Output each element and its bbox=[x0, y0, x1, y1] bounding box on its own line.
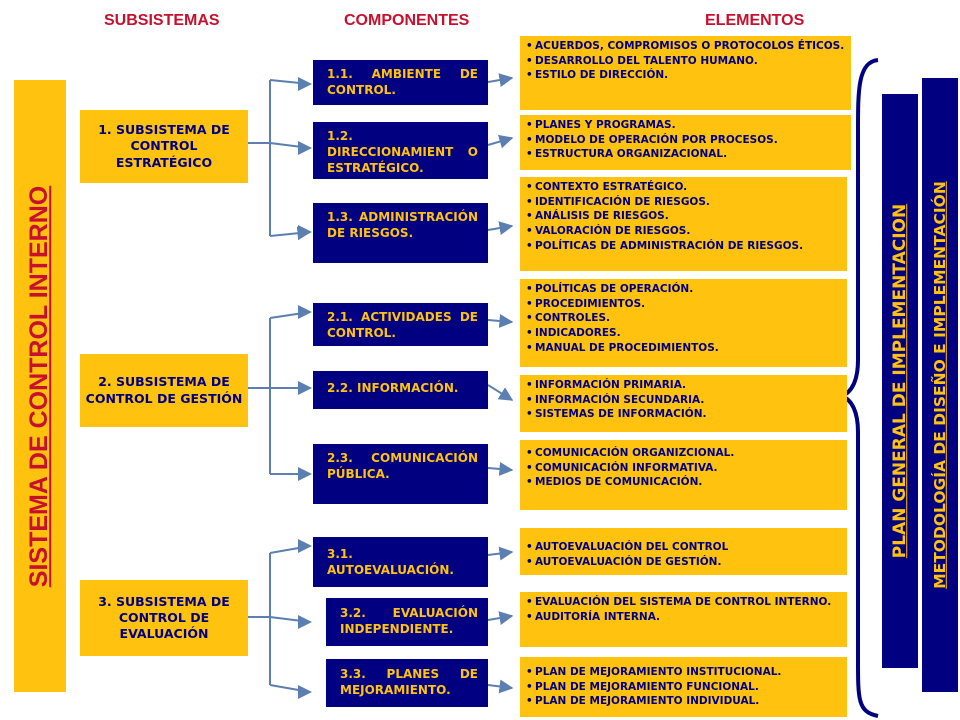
component-3-1: 3.1. AUTOEVALUACIÓN. bbox=[313, 537, 488, 587]
element-item: • PROCEDIMIENTOS. bbox=[526, 297, 841, 312]
subsystem-2: 2. SUBSISTEMA DE CONTROL DE GESTIÓN bbox=[80, 354, 248, 427]
component-3-2: 3.2. EVALUACIÓN INDEPENDIENTE. bbox=[326, 598, 488, 646]
elements-1-3 bbox=[520, 177, 847, 271]
element-item: • CONTROLES. bbox=[526, 311, 841, 326]
header-componentes: COMPONENTES bbox=[344, 12, 470, 29]
element-item: • PLAN DE MEJORAMIENTO INSTITUCIONAL. bbox=[526, 665, 841, 680]
element-item: • SISTEMAS DE INFORMACIÓN. bbox=[526, 407, 841, 422]
element-item: • AUDITORÍA INTERNA. bbox=[526, 610, 841, 625]
elements-1-2 bbox=[520, 115, 851, 170]
subsystem-3: 3. SUBSISTEMA DE CONTROL DE EVALUACIÓN bbox=[80, 580, 248, 656]
element-item: • COMUNICACIÓN ORGANIZCIONAL. bbox=[526, 446, 841, 461]
component-1-1: 1.1. AMBIENTE DE CONTROL. bbox=[313, 60, 488, 105]
elements-2-3 bbox=[520, 440, 847, 510]
element-item: • AUTOEVALUACIÓN DE GESTIÓN. bbox=[526, 555, 841, 570]
element-item: • DESARROLLO DEL TALENTO HUMANO. bbox=[526, 54, 845, 69]
main-title: SISTEMA DE CONTROL INTERNO bbox=[25, 185, 54, 587]
header-subsistemas: SUBSISTEMAS bbox=[104, 12, 220, 29]
element-item: • MEDIOS DE COMUNICACIÓN. bbox=[526, 475, 841, 490]
connector-group-1 bbox=[248, 80, 310, 236]
component-1-2: 1.2. DIRECCIONAMIENT O ESTRATÉGICO. bbox=[313, 122, 488, 179]
element-item: • CONTEXTO ESTRATÉGICO. bbox=[526, 180, 841, 195]
metodologia-bar bbox=[922, 78, 958, 692]
element-item: • VALORACIÓN DE RIESGOS. bbox=[526, 224, 841, 239]
element-item: • POLÍTICAS DE ADMINISTRACIÓN DE RIESGOS. bbox=[526, 239, 841, 254]
element-item: • POLÍTICAS DE OPERACIÓN. bbox=[526, 282, 841, 297]
element-item: • PLANES Y PROGRAMAS. bbox=[526, 118, 845, 133]
elements-3-3 bbox=[520, 657, 847, 717]
element-item: • COMUNICACIÓN INFORMATIVA. bbox=[526, 461, 841, 476]
element-item: • ANÁLISIS DE RIESGOS. bbox=[526, 209, 841, 224]
element-item: • EVALUACIÓN DEL SISTEMA DE CONTROL INTERNO. bbox=[526, 595, 841, 610]
element-item: • IDENTIFICACIÓN DE RIESGOS. bbox=[526, 195, 841, 210]
header-elementos: ELEMENTOS bbox=[705, 12, 805, 29]
component-2-1: 2.1. ACTIVIDADES DE CONTROL. bbox=[313, 303, 488, 346]
element-item: • ACUERDOS, COMPROMISOS O PROTOCOLOS ÉTICOS. bbox=[526, 39, 845, 54]
elements-2-1 bbox=[520, 279, 847, 367]
plan-general-bar bbox=[882, 94, 918, 668]
metodologia-title: METODOLOGÍA DE DISEÑO E IMPLEMENTACIÓN bbox=[931, 181, 950, 589]
element-item: • PLAN DE MEJORAMIENTO INDIVIDUAL. bbox=[526, 694, 841, 709]
element-item: • INFORMACIÓN SECUNDARIA. bbox=[526, 393, 841, 408]
elements-1-1 bbox=[520, 36, 851, 110]
main-title-bar bbox=[14, 80, 66, 692]
elements-3-2 bbox=[520, 592, 847, 647]
component-3-3: 3.3. PLANES DE MEJORAMIENTO. bbox=[326, 659, 488, 707]
plan-general-title: PLAN GENERAL DE IMPLEMENTACION bbox=[890, 203, 910, 559]
component-2-2: 2.2. INFORMACIÓN. bbox=[313, 371, 488, 409]
element-item: • MANUAL DE PROCEDIMIENTOS. bbox=[526, 341, 841, 356]
component-1-3: 1.3. ADMINISTRACIÓN DE RIESGOS. bbox=[313, 203, 488, 263]
element-item: • ESTILO DE DIRECCIÓN. bbox=[526, 68, 845, 83]
component-2-3: 2.3. COMUNICACIÓN PÚBLICA. bbox=[313, 444, 488, 504]
element-item: • MODELO DE OPERACIÓN POR PROCESOS. bbox=[526, 133, 845, 148]
element-item: • AUTOEVALUACIÓN DEL CONTROL bbox=[526, 540, 841, 555]
element-item: • INFORMACIÓN PRIMARIA. bbox=[526, 378, 841, 393]
subsystem-1: 1. SUBSISTEMA DE CONTROL ESTRATÉGICO bbox=[80, 110, 248, 183]
elements-2-2 bbox=[520, 375, 847, 432]
element-item: • ESTRUCTURA ORGANIZACIONAL. bbox=[526, 147, 845, 162]
element-item: • INDICADORES. bbox=[526, 326, 841, 341]
element-item: • PLAN DE MEJORAMIENTO FUNCIONAL. bbox=[526, 680, 841, 695]
elements-3-1 bbox=[520, 528, 847, 575]
